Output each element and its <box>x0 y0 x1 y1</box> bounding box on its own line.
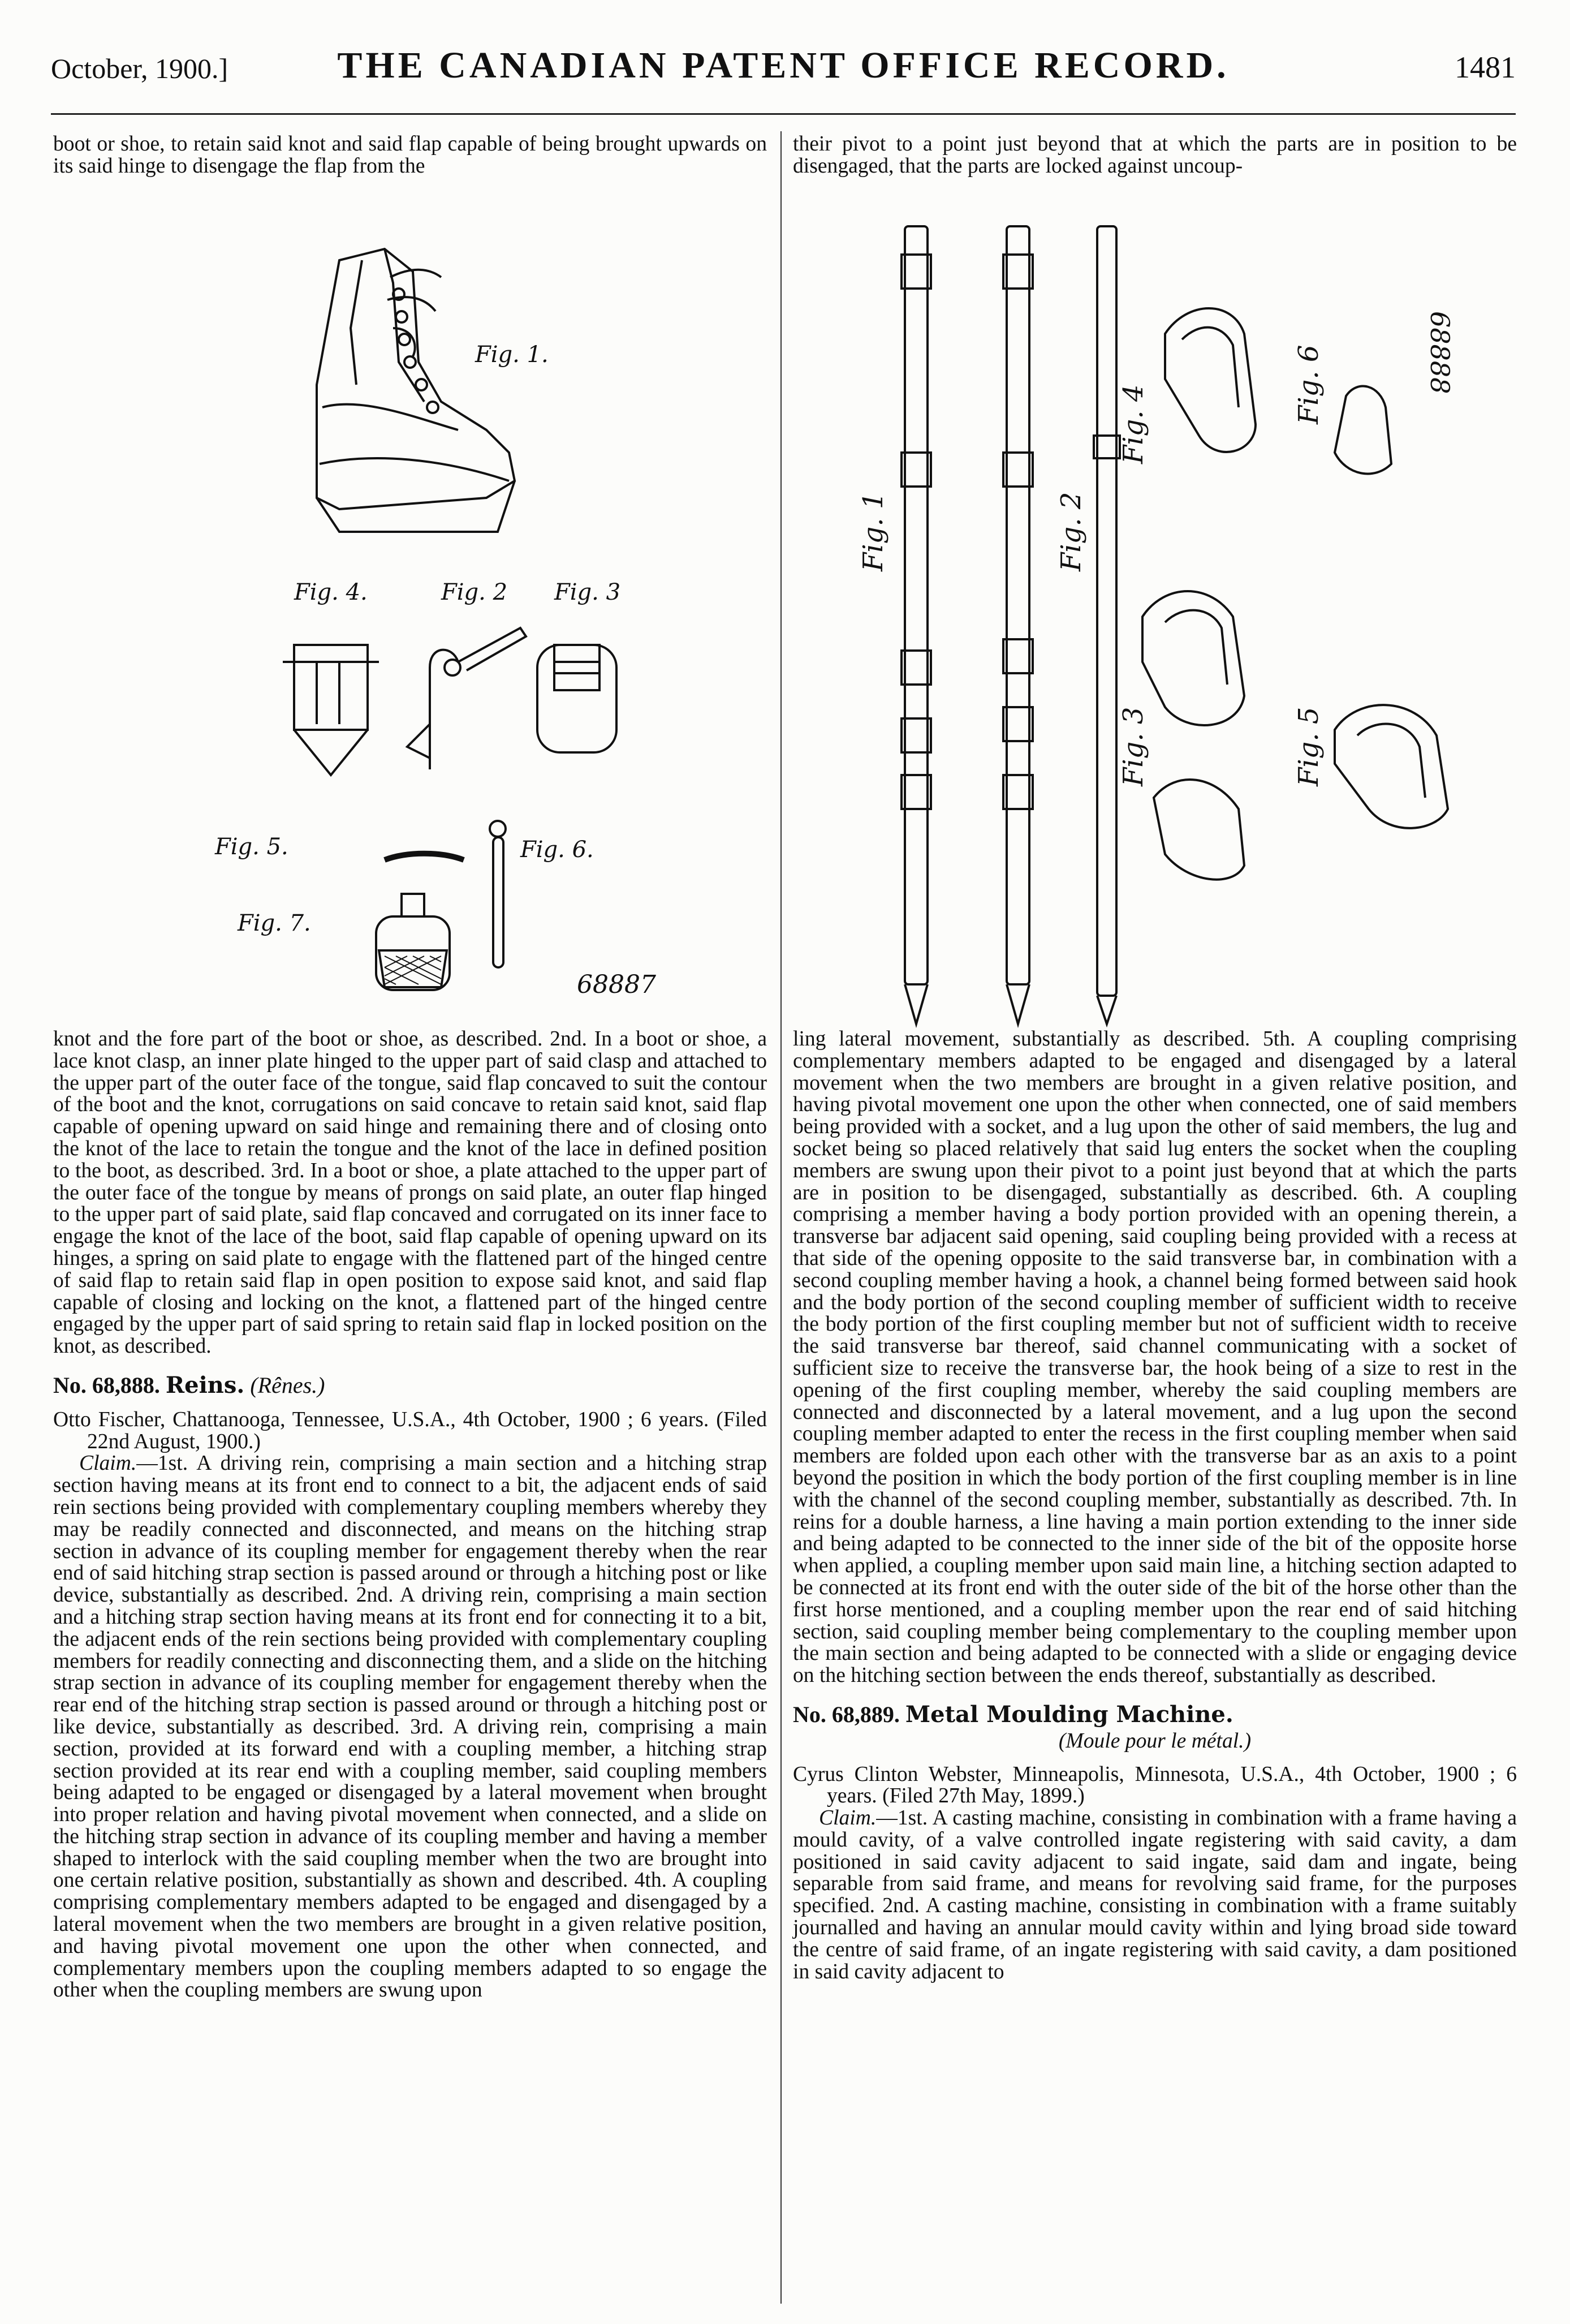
figure-68887-number: 68887 <box>577 970 656 999</box>
fig3-label: Fig. 3 <box>1118 707 1149 786</box>
coupling-fig4 <box>1165 308 1256 452</box>
fig5-label: Fig. 5. <box>215 834 288 860</box>
column-divider <box>780 131 782 2304</box>
claim-label: Claim. <box>79 1452 137 1475</box>
section-68889-number: No. 68,889. <box>793 1701 900 1727</box>
section-68888-heading <box>53 1371 767 1398</box>
section-68889-claims <box>793 1807 1517 1983</box>
fig4-label: Fig. 4. <box>294 579 368 605</box>
coupling-fig3b <box>1154 780 1244 880</box>
left-column-top <box>53 134 767 178</box>
right-column-body <box>793 1028 1517 1983</box>
boot-outline <box>317 249 515 509</box>
fig7-label: Fig. 7. <box>238 910 311 936</box>
right-column-top <box>793 134 1517 178</box>
left-top-text: boot or shoe, to retain said knot and said flap capable of being brought upwards on its said hinge to disengage the flap from the <box>53 132 767 178</box>
section-68888-name: Reins. <box>165 1371 245 1398</box>
right-top-text: their pivot to a point just beyond that at which the parts are in position to be disengaged, that the parts are locked against uncoup- <box>793 132 1517 178</box>
section-68889-inventor: Cyrus Clinton Webster, Minneapolis, Minnesota, U.S.A., 4th October, 1900 ; 6 years. (Filed 27th May, 1899.) <box>793 1762 1517 1808</box>
issue-date: October, 1900.] <box>51 53 228 84</box>
fig6-label: Fig. 6 <box>1293 345 1325 424</box>
fig4-label: Fig. 4 <box>1118 384 1149 464</box>
rein-strap-1 <box>905 226 928 984</box>
fig3-label: Fig. 3 <box>554 579 621 605</box>
publication-title: THE CANADIAN PATENT OFFICE RECORD. <box>337 45 1230 86</box>
rein-strap-3 <box>1097 226 1116 996</box>
fig1-label: Fig. 1. <box>475 342 549 368</box>
section-68888-number: No. 68,888. <box>53 1372 160 1398</box>
figure-68887 <box>215 215 667 999</box>
figure-68888-number: 68888 <box>1425 311 1455 394</box>
claim-text: —1st. A driving rein, comprising a main section and a hitching strap section having means at its front end to connect to a bit, the adjacent ends of said rein sections being provided with complementary coupling members whereby they may be readily connected and disconnected, and means on the hitching strap section in advance of its coupling member for engagement thereby when the rear end of said hitching strap section is passed around or through a hitching post or like device, substantially as described. 2nd. A driving rein, comprising a main section and a hitching strap section having means at its front end for connecting it to a bit, the adjacent ends of the rein sections being provided with complementary coupling members for readily connecting and disconnecting them, and a slide on the hitching strap section in advance of its coupling member for engagement thereby when the rear end of the hitching strap section is passed around or through a hitching post or like device, substantially as described. 3rd. A driving rein, comprising a main section, provided at its forward end with a coupling member, a hitching strap section provided at its rear end with a coupling member, said coupling members being adapted to be engaged or disengaged by a lateral movement when brought into proper relation and having pivotal movement when connected, and a slide on the hitching strap section in advance of its coupling member and having a member shaped to interlock with the said coupling member when the two are brought into one certain relative position, substantially as shown and described. 4th. A coupling comprising complementary members adapted to be engaged and disengaged by a lateral movement when the two members are brought in a given relative position, and having pivotal movement one upon the other when connected, and complementary members upon the coupling members adapted to so engage the other when the coupling members are swung upon <box>53 1452 767 2002</box>
figure-68888 <box>848 209 1499 1035</box>
claim-text: —1st. A casting machine, consisting in combination with a frame having a mould cavity, of a valve controlled ingate registering with said cavity, a dam positioned in said cavity adjacent to said ingate, said dam and ingate, being separable from said frame, and means for revolving said frame, for the purposes specified. 2nd. A casting machine, consisting in combination with a frame suitably journalled and having an annular mould cavity within and lying broad side toward the centre of said frame, of an ingate registering with said cavity, a dam positioned in said cavity adjacent to <box>793 1806 1517 1983</box>
section-68889-name: Metal Moulding Machine. <box>905 1701 1233 1728</box>
section-68888-claims <box>53 1453 767 2002</box>
fig5-label: Fig. 5 <box>1293 707 1325 786</box>
fig6-label: Fig. 6. <box>520 837 594 863</box>
claim-68887-continuation: knot and the fore part of the boot or shoe, as described. 2nd. In a boot or shoe, a lace knot clasp, an inner plate hinged to the upper part of said clasp and attached to the upper part of the outer face of the tongue, said flap concaved to suit the contour of the boot and the knot, corrugations on said concave to retain said knot, said flap capable of opening upward on said hinge and remaining there and of closing onto the knot of the lace to retain the tongue and the knot of the lace in defined position to the boot, as described. 3rd. In a boot or shoe, a plate attached to the upper part of the outer face of the tongue by means of prongs on said plate, an outer flap hinged to the upper part of said plate, said flap concaved and corrugated on its inner face to engage the knot of the lace of the boot, said flap capable of opening upward on its hinges, a spring on said plate to engage with the flattened part of the hinged centre of said flap to retain said flap in open position to expose said knot, and said flap capable of closing and locking on the knot, a flattened part of the hinged centre engaged by the upper part of said spring to retain said flap in locked position on the knot, as described. <box>53 1027 767 1358</box>
section-68888-french: (Rênes.) <box>250 1372 325 1398</box>
page-number: 1481 <box>1455 50 1516 84</box>
section-68888-inventor: Otto Fischer, Chattanooga, Tennessee, U.S.A., 4th October, 1900 ; 6 years. (Filed 22nd August, 1900.) <box>53 1408 767 1453</box>
fig1-label: Fig. 1 <box>857 492 889 571</box>
section-68889-french: (Moule pour le métal.) <box>1058 1729 1252 1753</box>
fig2-label: Fig. 2 <box>1055 492 1087 571</box>
claim-label: Claim. <box>819 1806 877 1830</box>
hook-fig6 <box>1335 386 1391 474</box>
header-rule <box>51 113 1516 115</box>
fig2-label: Fig. 2 <box>441 579 508 605</box>
claim-68888-continuation: ling lateral movement, substantially as described. 5th. A coupling comprising complementary members adapted to be engaged and disengaged by a lateral movement when the two members are brought in a given relative position, and having pivotal movement one upon the other when connected, one of said members being provided with a socket, and a lug upon the other of said members, the lug and socket being so placed relatively that said lug enters the socket when the coupling members are swung upon their pivot to a point just beyond that at which the parts are in position to be disengaged, substantially as described. 6th. A coupling comprising a member having a body portion provided with an opening therein, a transverse bar adjacent said opening, said coupling being provided with a recess at that side of the opening opposite to the said transverse bar, in combination with a second coupling member having a hook, a channel being formed between said hook and the body portion of the second coupling member of sufficient width to receive the body portion of the first coupling member but not of sufficient width to receive the said transverse bar thereof, said channel communicating with a socket of sufficient size to receive the transverse bar, the hook being of a size to rest in the opening of the first coupling member, whereby the said coupling members are connected and disconnected by a lateral movement, and a lug upon the second coupling member adapted to enter the recess in the first coupling member when said members are folded upon each other with the transverse bar as an axis to a point beyond the position in which the body portion of the first coupling member is in line with the channel of the second coupling member, substantially as described. 7th. In reins for a double harness, a line having a main portion extending to the inner side and being adapted to be connected to the inner side of the bit of the opposite horse when applied, a coupling member upon said main line, a hitching section adapted to be connected at its front end with the outer side of the bit of the horse other than the first horse mentioned, and a coupling member upon the rear end of said hitching section, said coupling member being complementary to the coupling member upon the main section and being adapted to be connected with a slide or engaging device on the hitching section between the ends thereof, substantially as described. <box>793 1027 1517 1688</box>
figure-68887-drawing <box>215 215 667 999</box>
section-68889-heading <box>793 1701 1517 1728</box>
page-header <box>51 44 1516 89</box>
rein-strap-2 <box>1007 226 1029 984</box>
left-column-body <box>53 1028 767 2002</box>
figure-68888-drawing <box>848 209 1499 1035</box>
